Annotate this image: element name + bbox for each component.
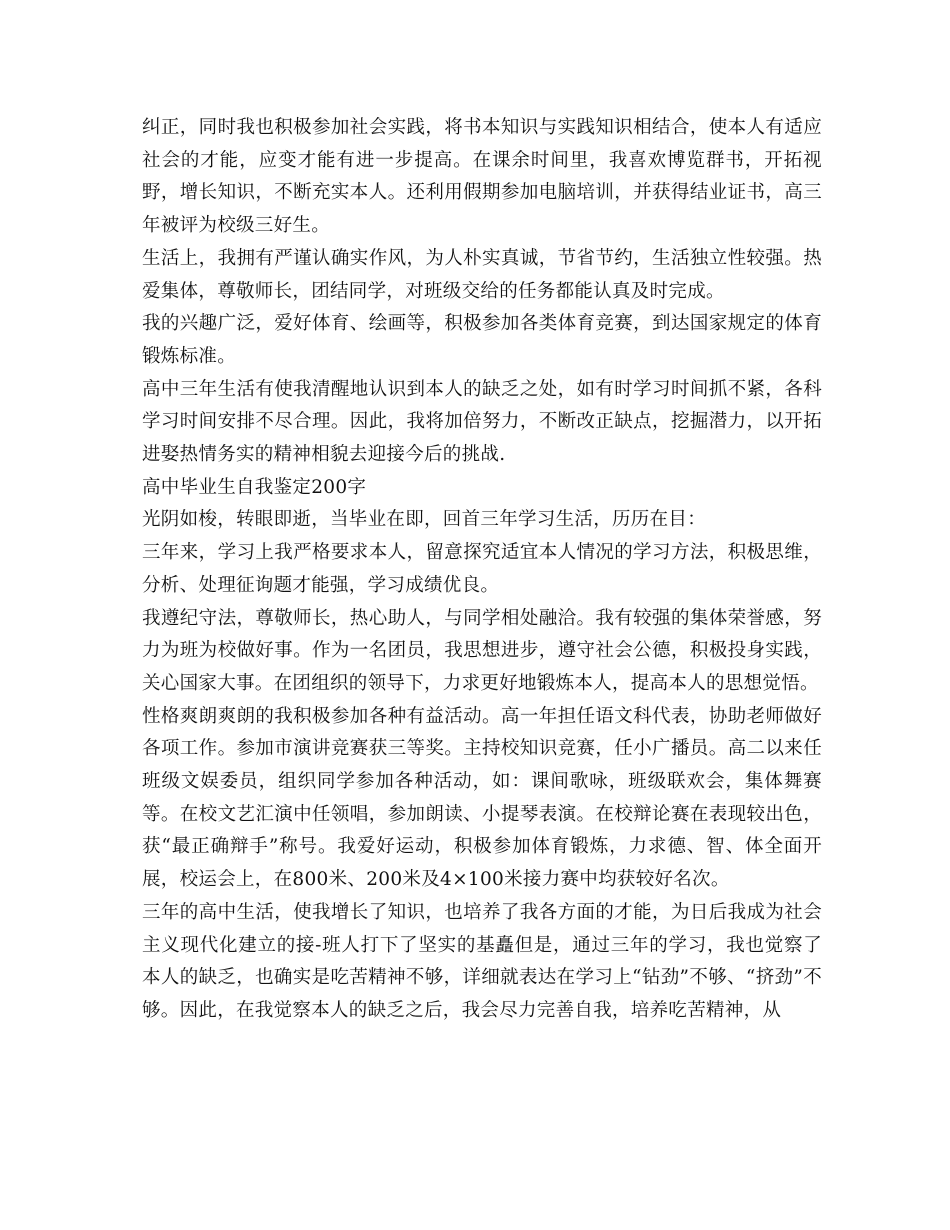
section-heading: 高中毕业生自我鉴定200字 <box>142 476 367 498</box>
paragraph-7: 我遵纪守法，尊敬师长，热心助人，与同学相处融洽。我有较强的集体荣誉感，努力为班为校做好事。作为一名团员，我思想进步，遵守社会公德，积极投身实践，关心国家大事。在团组织的领导下，力求更好地锻炼本人，提高本人的思想觉悟。 <box>142 607 822 694</box>
paragraph-8: 性格爽朗爽朗的我积极参加各种有益活动。高一年担任语文科代表，协助老师做好各项工作。参加市演讲竞赛获三等奖。主持校知识竞赛，任小广播员。高二以来任班级文娱委员，组织同学参加各种活动，如：课间歌咏，班级联欢会，集体舞赛等。在校文艺汇演中任领唱，参加朗读、小提琴表演。在校辩论赛在表现较出色，获“最正确辩手”称号。我爱好运动，积极参加体育锻炼，力求德、智、体全面开展，校运会上，在800米、200米及4×100米接力赛中均获较好名次。 <box>142 705 822 891</box>
document-body <box>142 112 822 1028</box>
paragraph-6: 三年来，学习上我严格要求本人，留意探究适宜本人情况的学习方法，积极思维，分析、处理征询题才能强，学习成绩优良。 <box>142 542 822 596</box>
paragraph-2: 生活上，我拥有严谨认确实作风，为人朴实真诚，节省节约，生活独立性较强。热爱集体，尊敬师长，团结同学，对班级交给的任务都能认真及时完成。 <box>142 247 822 302</box>
paragraph-3: 我的兴趣广泛，爱好体育、绘画等，积极参加各类体育竞赛，到达国家规定的体育锻炼标准。 <box>142 313 822 367</box>
paragraph-5: 光阴如梭，转眼即逝，当毕业在即，回首三年学习生活，历历在目： <box>142 509 707 531</box>
paragraph-1: 纠正，同时我也积极参加社会实践，将书本知识与实践知识相结合，使本人有适应社会的才能，应变才能有进一步提高。在课余时间里，我喜欢博览群书，开拓视野，增长知识，不断充实本人。还利用假期参加电脑培训，并获得结业证书，高三年被评为校级三好生。 <box>142 117 822 237</box>
paragraph-9: 三年的高中生活，使我增长了知识，也培养了我各方面的才能，为日后我成为社会主义现代化建立的接-班人打下了坚实的基矗但是，通过三年的学习，我也觉察了本人的缺乏，也确实是吃苦精神不够，详细就表达在学习上“钻劲”不够、“挤劲”不够。因此，在我觉察本人的缺乏之后，我会尽力完善自我，培养吃苦精神，从 <box>142 901 822 1021</box>
paragraph-4: 高中三年生活有使我清醒地认识到本人的缺乏之处，如有时学习时间抓不紧，各科学习时间安排不尽合理。因此，我将加倍努力，不断改正缺点，挖掘潜力，以开拓进娶热情务实的精神相貌去迎接今后的挑战. <box>142 378 822 466</box>
